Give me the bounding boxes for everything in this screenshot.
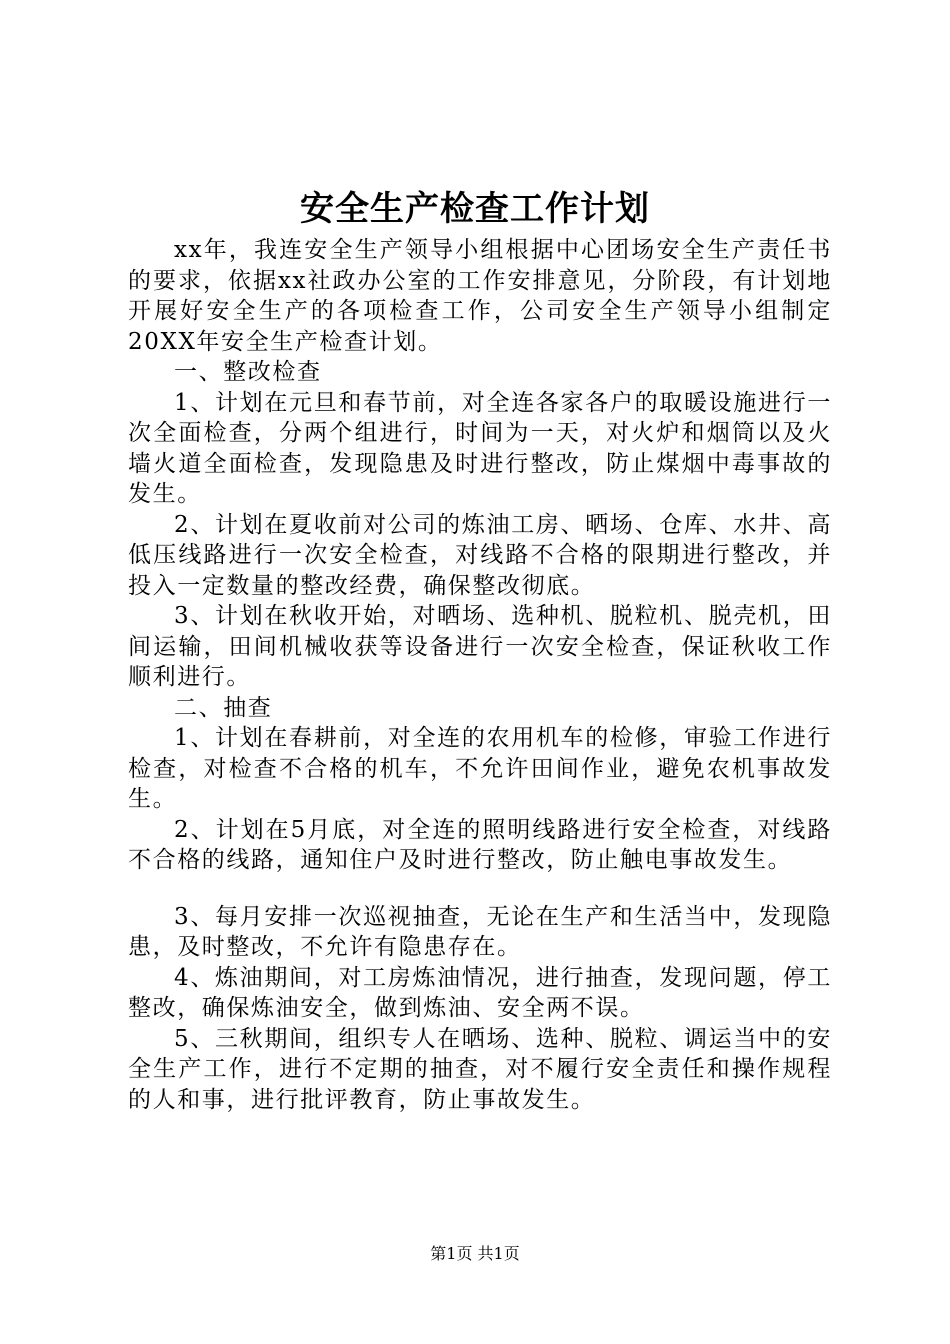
- list-item: 2、计划在夏收前对公司的炼油工房、晒场、仓库、水井、高低压线路进行一次安全检查，对线路不合格的限期进行整改，并投入一定数量的整改经费，确保整改彻底。: [128, 511, 832, 599]
- list-item: 5、三秋期间，组织专人在晒场、选种、脱粒、调运当中的安全生产工作，进行不定期的抽查，对不履行安全责任和操作规程的人和事，进行批评教育，防止事故发生。: [128, 1025, 832, 1113]
- paragraph-spacer: [128, 876, 832, 902]
- document-title: 安全生产检查工作计划: [300, 189, 650, 229]
- list-item: 4、炼油期间，对工房炼油情况，进行抽查，发现问题，停工整改，确保炼油安全，做到炼油、安全两不误。: [128, 964, 832, 1021]
- list-item: 1、计划在春耕前，对全连的农用机车的检修，审验工作进行检查，对检查不合格的机车，不允许田间作业，避免农机事故发生。: [128, 725, 832, 812]
- list-item: 1、计划在元旦和春节前，对全连各家各户的取暖设施进行一次全面检查，分两个组进行，时间为一天，对火炉和烟筒以及火墙火道全面检查，发现隐患及时进行整改，防止煤烟中毒事故的发生。: [128, 389, 832, 507]
- list-item: 3、每月安排一次巡视抽查，无论在生产和生活当中，发现隐患，及时整改，不允许有隐患存在。: [128, 903, 832, 960]
- section-heading-rectification: 一、整改检查: [174, 359, 322, 385]
- intro-paragraph: xx年，我连安全生产领导小组根据中心团场安全生产责任书的要求，依据xx社政办公室的工作安排意见，分阶段，有计划地开展好安全生产的各项检查工作，公司安全生产领导小组制定20XX年安全生产检查计划。: [128, 237, 832, 355]
- page-number-footer: 第1页 共1页: [430, 1244, 520, 1263]
- list-item: 3、计划在秋收开始，对晒场、选种机、脱粒机、脱壳机，田间运输，田间机械收获等设备进行一次安全检查，保证秋收工作顺利进行。: [128, 603, 832, 690]
- section-heading-spot-check: 二、抽查: [174, 694, 273, 721]
- document-body: [128, 235, 832, 1115]
- list-item: 2、计划在5月底，对全连的照明线路进行安全检查，对线路不合格的线路，通知住户及时进行整改，防止触电事故发生。: [128, 816, 832, 873]
